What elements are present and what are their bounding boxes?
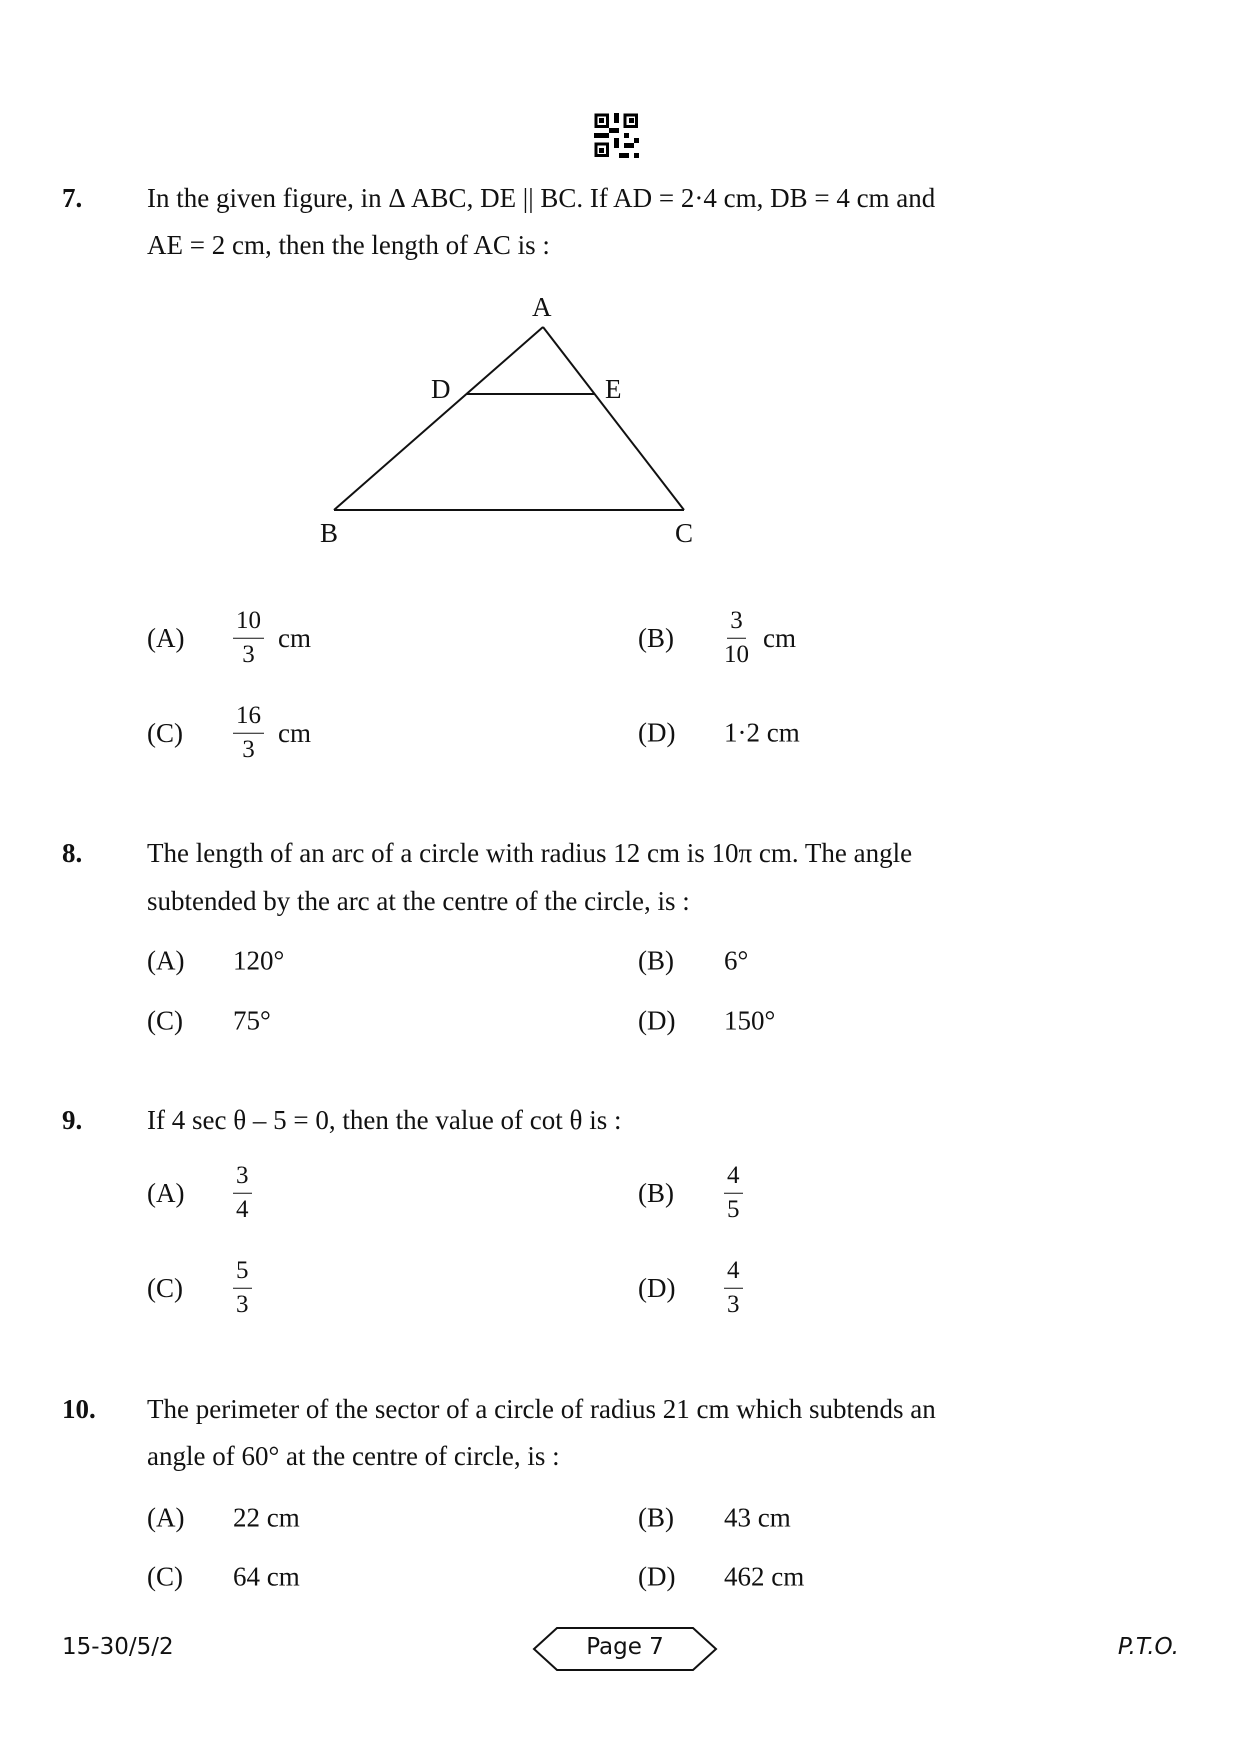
vertex-label-d: D — [431, 374, 451, 404]
option-label: (C) — [147, 1272, 183, 1303]
option-a[interactable] — [147, 1162, 252, 1225]
denominator: 10 — [724, 640, 749, 668]
option-c[interactable] — [147, 1006, 271, 1037]
option-text: 64 cm — [233, 1561, 300, 1592]
fraction — [724, 1162, 743, 1225]
question-number: 8. — [62, 838, 83, 868]
numerator: 10 — [233, 607, 264, 639]
option-label: (D) — [638, 1561, 676, 1592]
fraction — [724, 607, 749, 670]
numerator: 4 — [724, 1257, 743, 1289]
vertex-label-c: C — [675, 518, 694, 548]
option-text: 22 cm — [233, 1502, 300, 1533]
pto-label: P.T.O. — [1117, 1634, 1179, 1660]
option-label: (A) — [147, 1502, 185, 1533]
option-text: 43 cm — [724, 1502, 791, 1533]
question-text: angle of 60° at the centre of circle, is : — [147, 1441, 560, 1471]
option-b[interactable] — [638, 946, 748, 977]
unit: cm — [278, 622, 311, 653]
option-label: (A) — [147, 945, 185, 976]
option-d[interactable] — [638, 1562, 804, 1593]
option-b[interactable] — [638, 1503, 791, 1534]
option-a[interactable] — [147, 946, 284, 977]
page-number: Page 7 — [586, 1634, 664, 1660]
option-d[interactable] — [638, 1006, 775, 1037]
question-number: 10. — [62, 1394, 96, 1424]
question-text: The perimeter of the sector of a circle of radius 21 cm which subtends an — [147, 1394, 936, 1424]
denominator: 5 — [727, 1195, 740, 1223]
question-number: 7. — [62, 183, 83, 213]
question-text: In the given figure, in Δ ABC, DE || BC. If AD = 2·4 cm, DB = 4 cm and — [147, 183, 936, 213]
numerator: 3 — [727, 607, 746, 639]
numerator: 4 — [724, 1162, 743, 1194]
option-label: (C) — [147, 1561, 183, 1592]
option-text: 75° — [233, 1005, 271, 1036]
fraction — [233, 1257, 252, 1320]
fraction — [233, 1162, 252, 1225]
option-text: 1·2 cm — [724, 717, 800, 748]
option-label: (B) — [638, 945, 674, 976]
option-d[interactable] — [638, 718, 800, 749]
option-label: (C) — [147, 717, 183, 748]
option-label: (C) — [147, 1005, 183, 1036]
option-text: 6° — [724, 945, 749, 976]
denominator: 4 — [236, 1195, 249, 1223]
numerator: 3 — [233, 1162, 252, 1194]
option-d[interactable] — [638, 1257, 743, 1320]
numerator: 16 — [233, 702, 264, 734]
option-a[interactable] — [147, 1503, 300, 1534]
question-text: subtended by the arc at the centre of the circle, is : — [147, 886, 690, 916]
paper-code: 15-30/5/2 — [62, 1634, 174, 1660]
option-c[interactable] — [147, 1562, 300, 1593]
option-text: 150° — [724, 1005, 776, 1036]
denominator: 3 — [236, 1290, 249, 1318]
fraction — [233, 702, 264, 765]
triangle-figure — [0, 0, 1241, 600]
vertex-label-b: B — [320, 518, 339, 548]
option-label: (B) — [638, 1177, 674, 1208]
option-label: (D) — [638, 1005, 676, 1036]
option-b[interactable] — [638, 1162, 743, 1225]
option-a[interactable] — [147, 607, 311, 670]
question-text: The length of an arc of a circle with radius 12 cm is 10π cm. The angle — [147, 838, 913, 868]
fraction — [233, 607, 264, 670]
option-label: (D) — [638, 1272, 676, 1303]
denominator: 3 — [242, 735, 255, 763]
option-c[interactable] — [147, 702, 311, 765]
unit: cm — [278, 717, 311, 748]
question-number: 9. — [62, 1105, 83, 1135]
option-text: 462 cm — [724, 1561, 805, 1592]
question-text: AE = 2 cm, then the length of AC is : — [147, 230, 550, 260]
denominator: 3 — [727, 1290, 740, 1318]
denominator: 3 — [242, 640, 255, 668]
option-label: (D) — [638, 717, 676, 748]
option-text: 120° — [233, 945, 285, 976]
option-label: (B) — [638, 1502, 674, 1533]
option-label: (B) — [638, 622, 674, 653]
option-label: (A) — [147, 1177, 185, 1208]
numerator: 5 — [233, 1257, 252, 1289]
vertex-label-e: E — [605, 374, 622, 404]
fraction — [724, 1257, 743, 1320]
unit: cm — [763, 622, 796, 653]
question-text: If 4 sec θ – 5 = 0, then the value of cot θ is : — [147, 1105, 622, 1135]
option-label: (A) — [147, 622, 185, 653]
option-b[interactable] — [638, 607, 796, 670]
vertex-label-a: A — [532, 292, 552, 322]
option-c[interactable] — [147, 1257, 252, 1320]
